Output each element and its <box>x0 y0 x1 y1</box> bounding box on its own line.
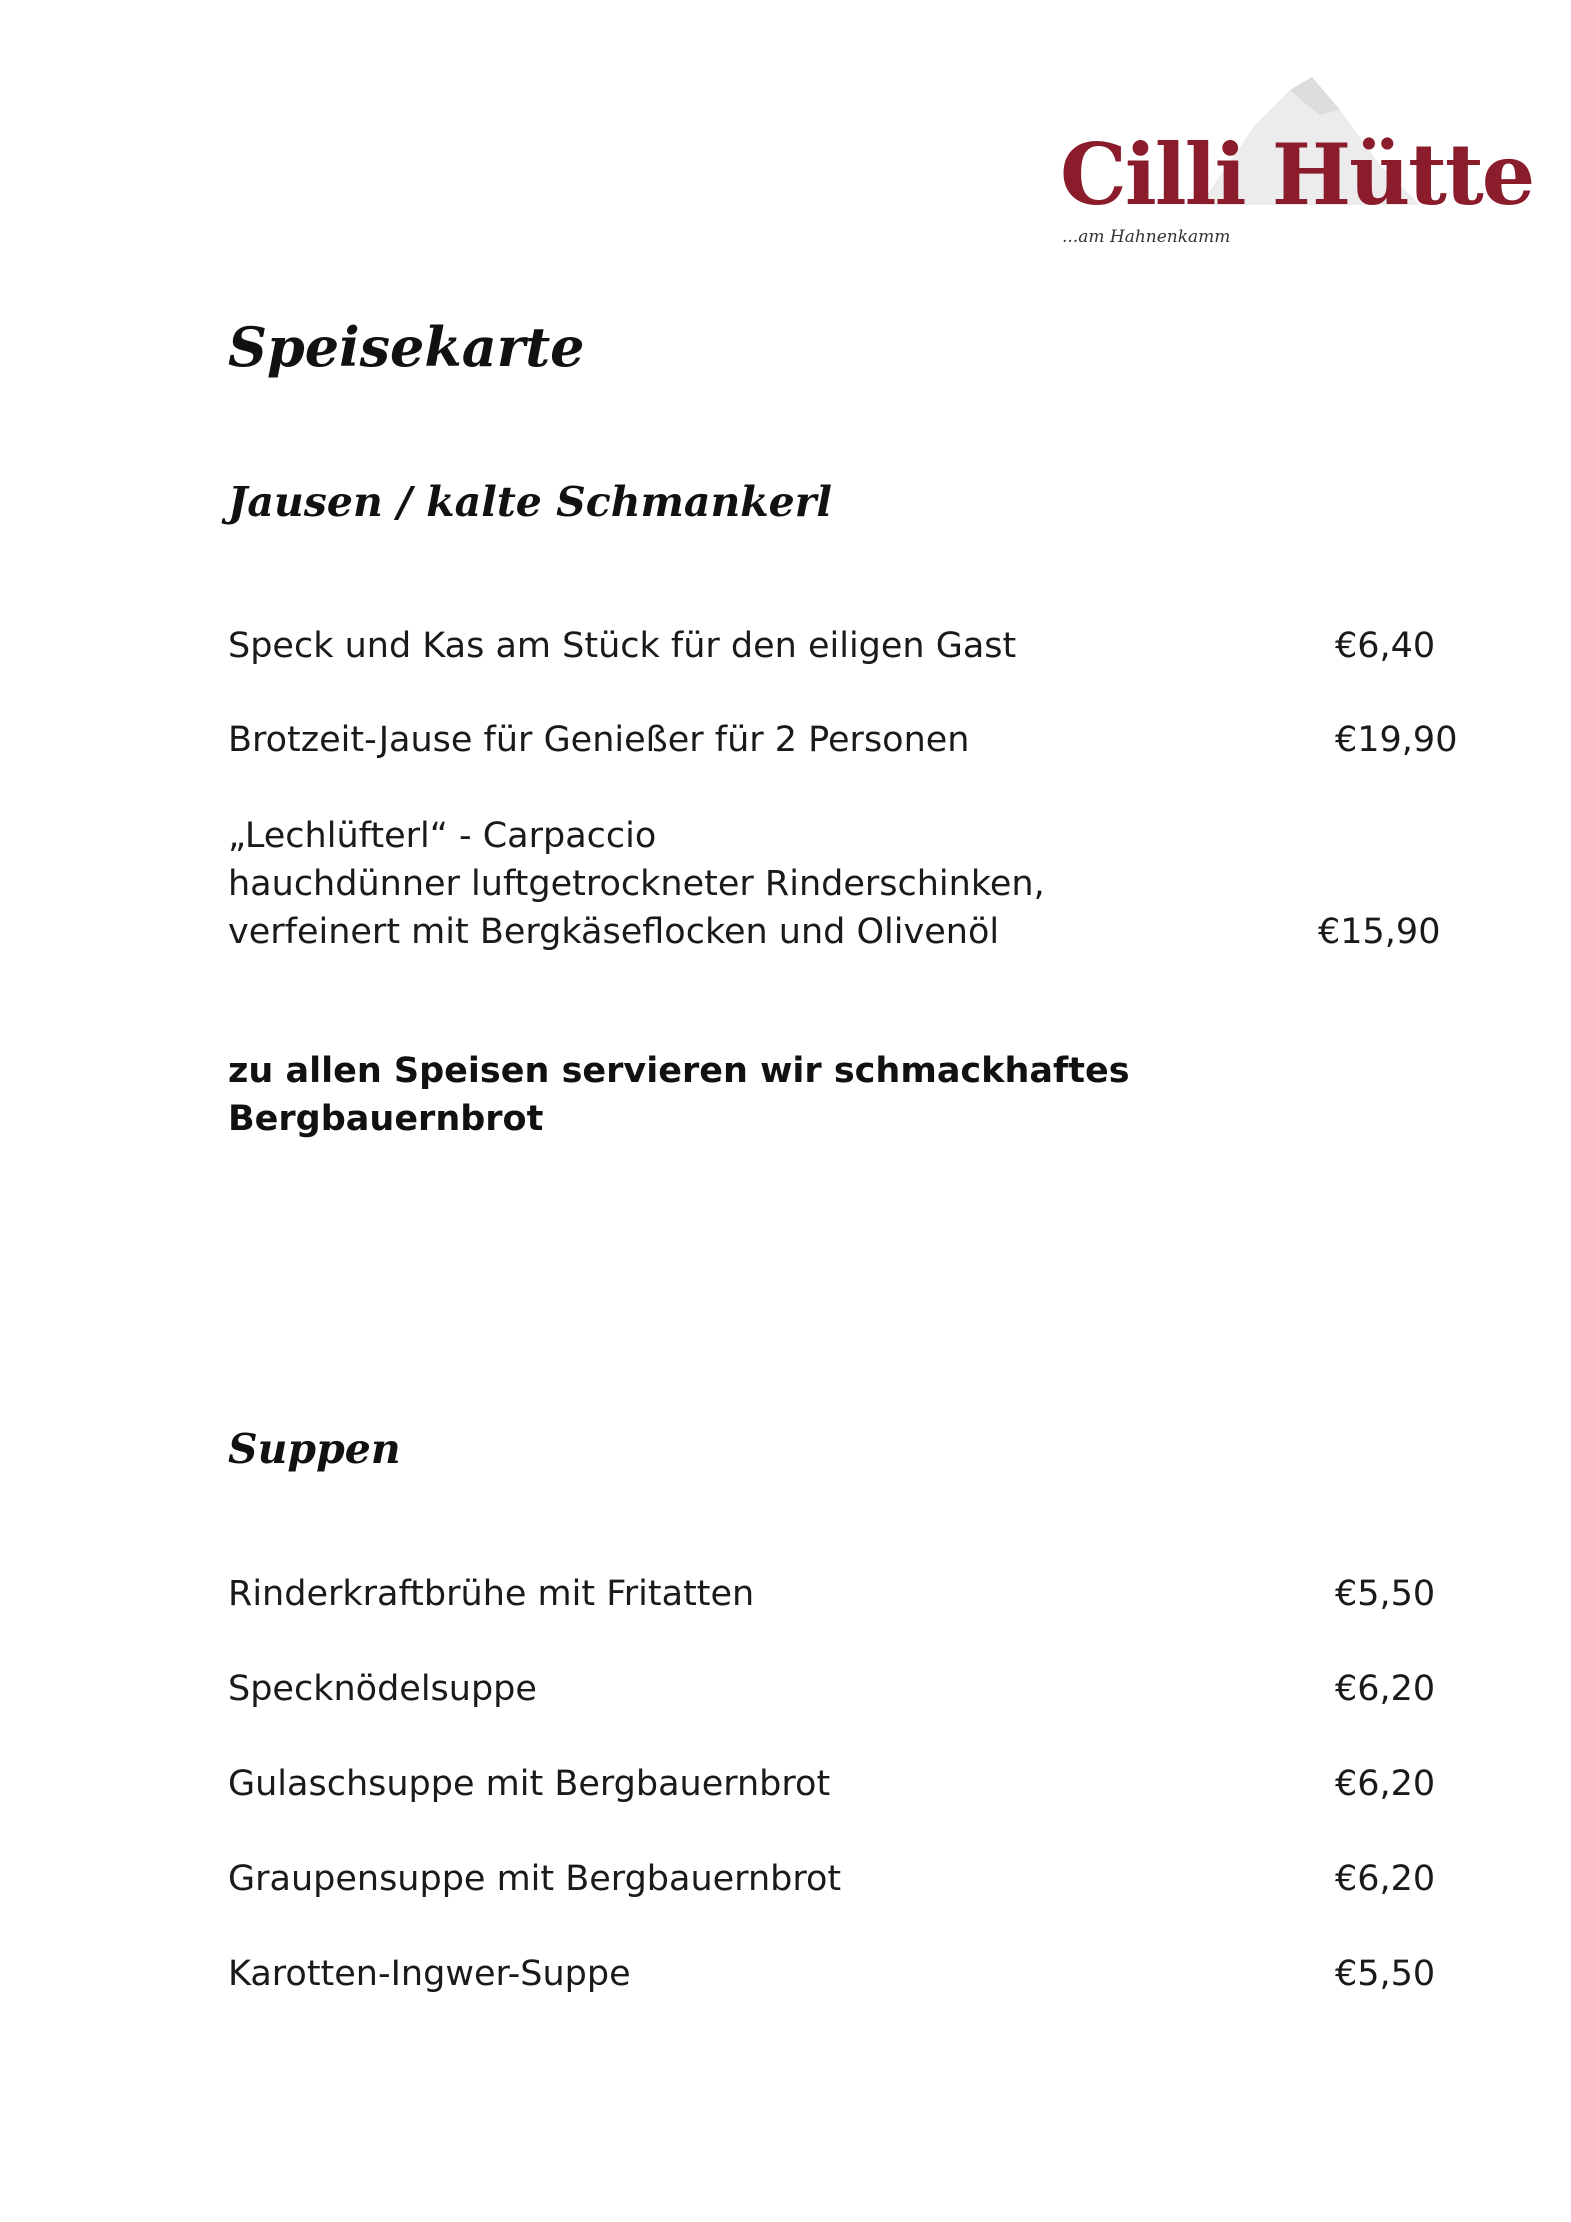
item-price-graupensuppe: €6,20 <box>1335 1859 1436 1899</box>
item-name: Speck und Kas am Stück für den eiligen Gast <box>228 626 1017 666</box>
item-name: Brotzeit-Jause für Genießer für 2 Personen <box>228 720 970 760</box>
logo-name: Cilli Hütte <box>1060 125 1534 224</box>
item-price-rinderkraftbruehe: €5,50 <box>1335 1574 1436 1614</box>
item-name: „Lechlüfterl“ - Carpaccio <box>228 816 657 856</box>
item-price-karotten-ingwer-suppe: €5,50 <box>1335 1954 1436 1994</box>
menu-item-gulaschsuppe <box>228 1760 830 1808</box>
page-title: Speisekarte <box>228 315 585 379</box>
item-price-speck: €6,40 <box>1335 626 1436 666</box>
bread-note: zu allen Speisen servieren wir schmackhaftes Bergbauernbrot <box>228 1051 1130 1139</box>
menu-item-graupensuppe <box>228 1855 841 1903</box>
item-name: Graupensuppe mit Bergbauernbrot <box>228 1859 842 1899</box>
menu-item-speck <box>228 622 1016 670</box>
menu-item-rinderkraftbruehe <box>228 1570 754 1618</box>
menu-item-carpaccio <box>228 812 1045 956</box>
logo <box>1050 55 1534 265</box>
section-title-jausen: Jausen / kalte Schmankerl <box>228 478 832 526</box>
item-description: hauchdünner luftgetrockneter Rinderschinken, <box>228 864 1045 904</box>
item-description: verfeinert mit Bergkäseflocken und Olivenöl <box>228 912 1000 952</box>
logo-tagline: ...am Hahnenkamm <box>1062 227 1231 247</box>
menu-item-karotten-ingwer-suppe <box>228 1950 631 1998</box>
item-name: Gulaschsuppe mit Bergbauernbrot <box>228 1764 831 1804</box>
item-price-brotzeit: €19,90 <box>1335 720 1458 760</box>
item-price-gulaschsuppe: €6,20 <box>1335 1764 1436 1804</box>
item-name: Specknödelsuppe <box>228 1669 537 1709</box>
item-price-specknoedelsuppe: €6,20 <box>1335 1669 1436 1709</box>
menu-item-specknoedelsuppe <box>228 1665 537 1713</box>
section-title-suppen: Suppen <box>228 1425 401 1473</box>
item-price-carpaccio: €15,90 <box>1318 912 1441 952</box>
menu-item-brotzeit <box>228 716 970 764</box>
item-name: Karotten-Ingwer-Suppe <box>228 1954 631 1994</box>
item-name: Rinderkraftbrühe mit Fritatten <box>228 1574 755 1614</box>
